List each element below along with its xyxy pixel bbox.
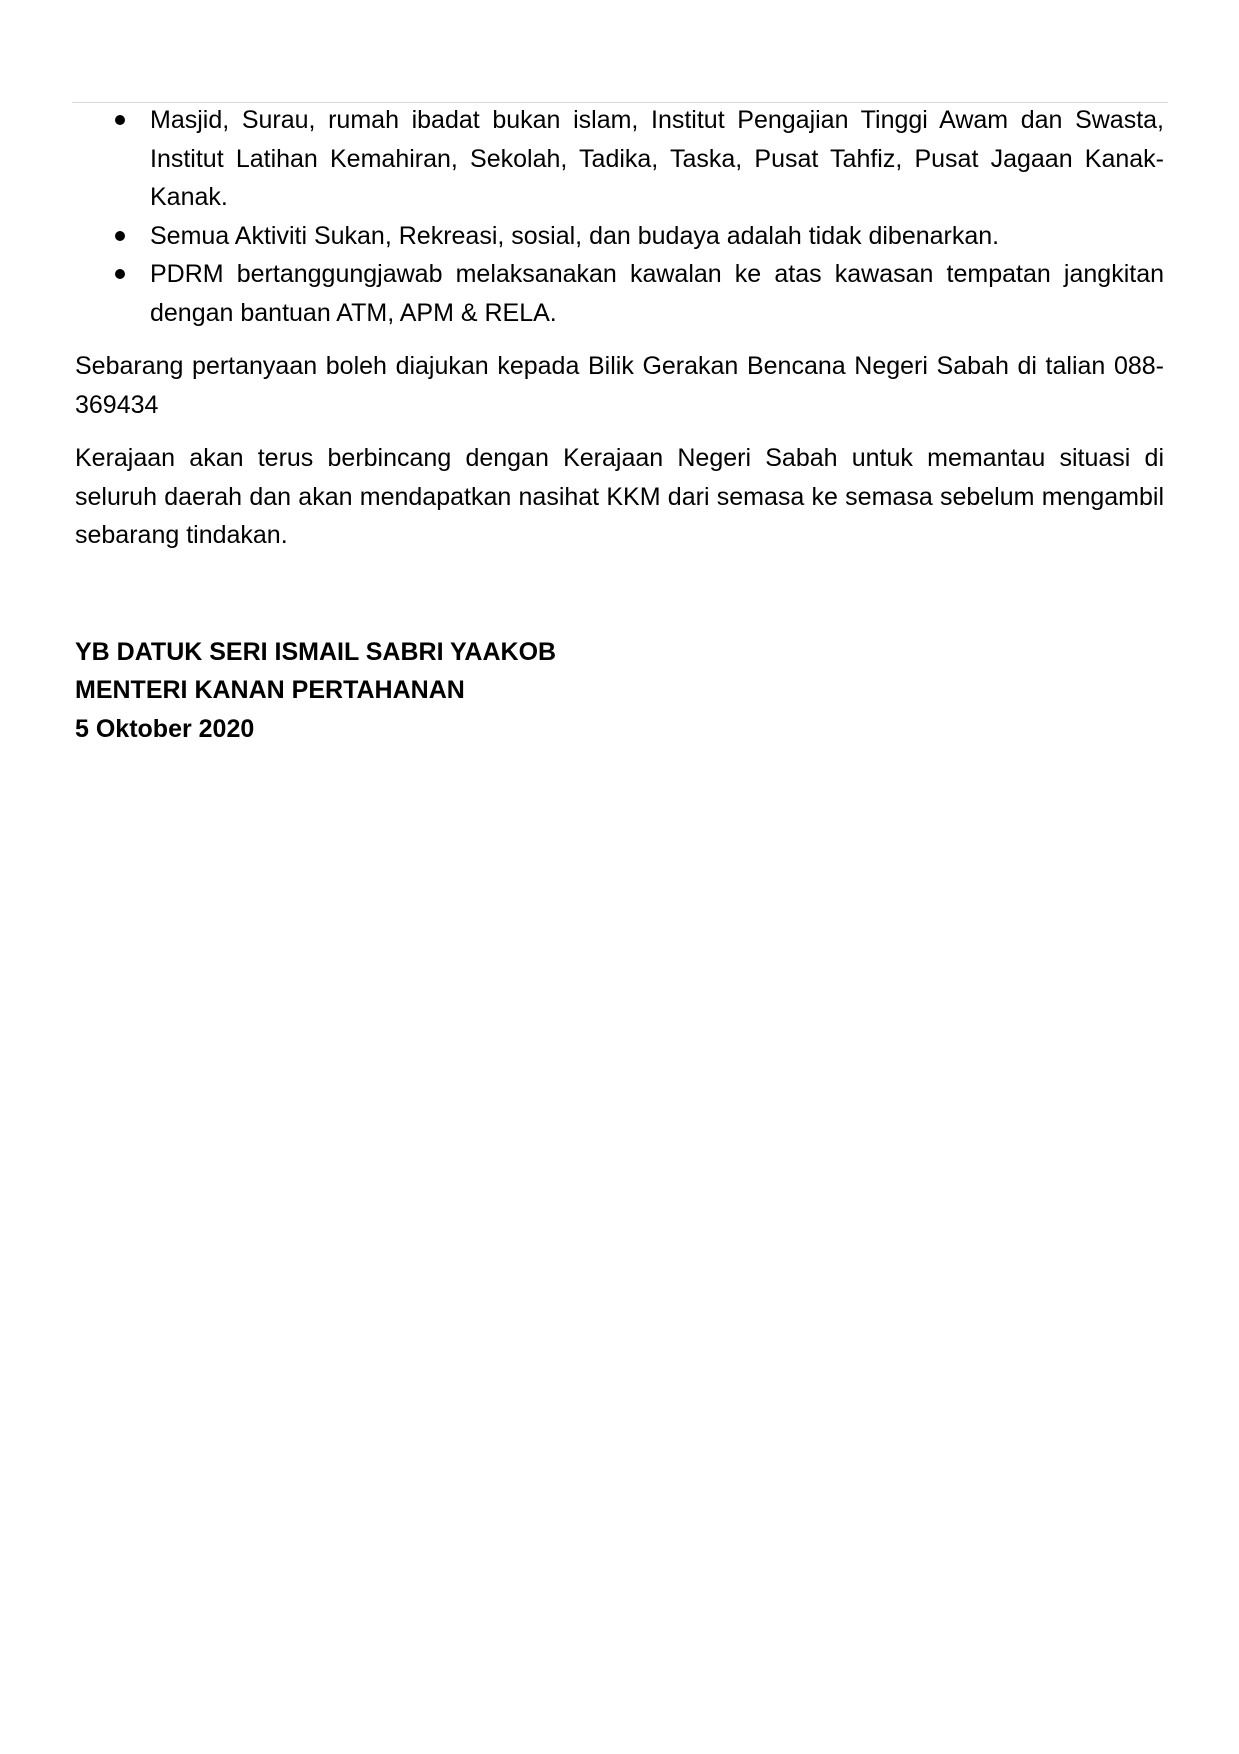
bullet-text: Masjid, Surau, rumah ibadat bukan islam, Institut Pengajian Tinggi Awam dan Swasta, Institut Latihan Kemahiran, Sekolah, Tadika, Taska, Pusat Tahfiz, Pusat Jagaan Kanak-Kanak. <box>150 106 1164 211</box>
document-date: 5 Oktober 2020 <box>75 714 255 743</box>
bullet-icon <box>115 115 125 125</box>
signatory-position: MENTERI KANAN PERTAHANAN <box>75 676 465 704</box>
signatory-name: YB DATUK SERI ISMAIL SABRI YAAKOB <box>75 637 557 666</box>
signature-block <box>75 633 1164 749</box>
bullet-text: Semua Aktiviti Sukan, Rekreasi, sosial, dan budaya adalah tidak dibenarkan. <box>150 221 1000 250</box>
list-item <box>75 217 1164 256</box>
list-item <box>75 255 1164 332</box>
enquiry-paragraph: Sebarang pertanyaan boleh diajukan kepada Bilik Gerakan Bencana Negeri Sabah di talian 088-369434 <box>75 352 1164 419</box>
bullet-icon <box>115 269 125 279</box>
list-item <box>75 101 1164 217</box>
bullet-list <box>75 101 1164 332</box>
document-body <box>75 101 1164 748</box>
bullet-icon <box>115 231 125 241</box>
bullet-text: PDRM bertanggungjawab melaksanakan kawalan ke atas kawasan tempatan jangkitan dengan bantuan ATM, APM & RELA. <box>150 260 1164 327</box>
government-paragraph: Kerajaan akan terus berbincang dengan Kerajaan Negeri Sabah untuk memantau situasi di seluruh daerah dan akan mendapatkan nasihat KKM dari semasa ke semasa sebelum mengambil sebarang tindakan. <box>75 444 1164 549</box>
